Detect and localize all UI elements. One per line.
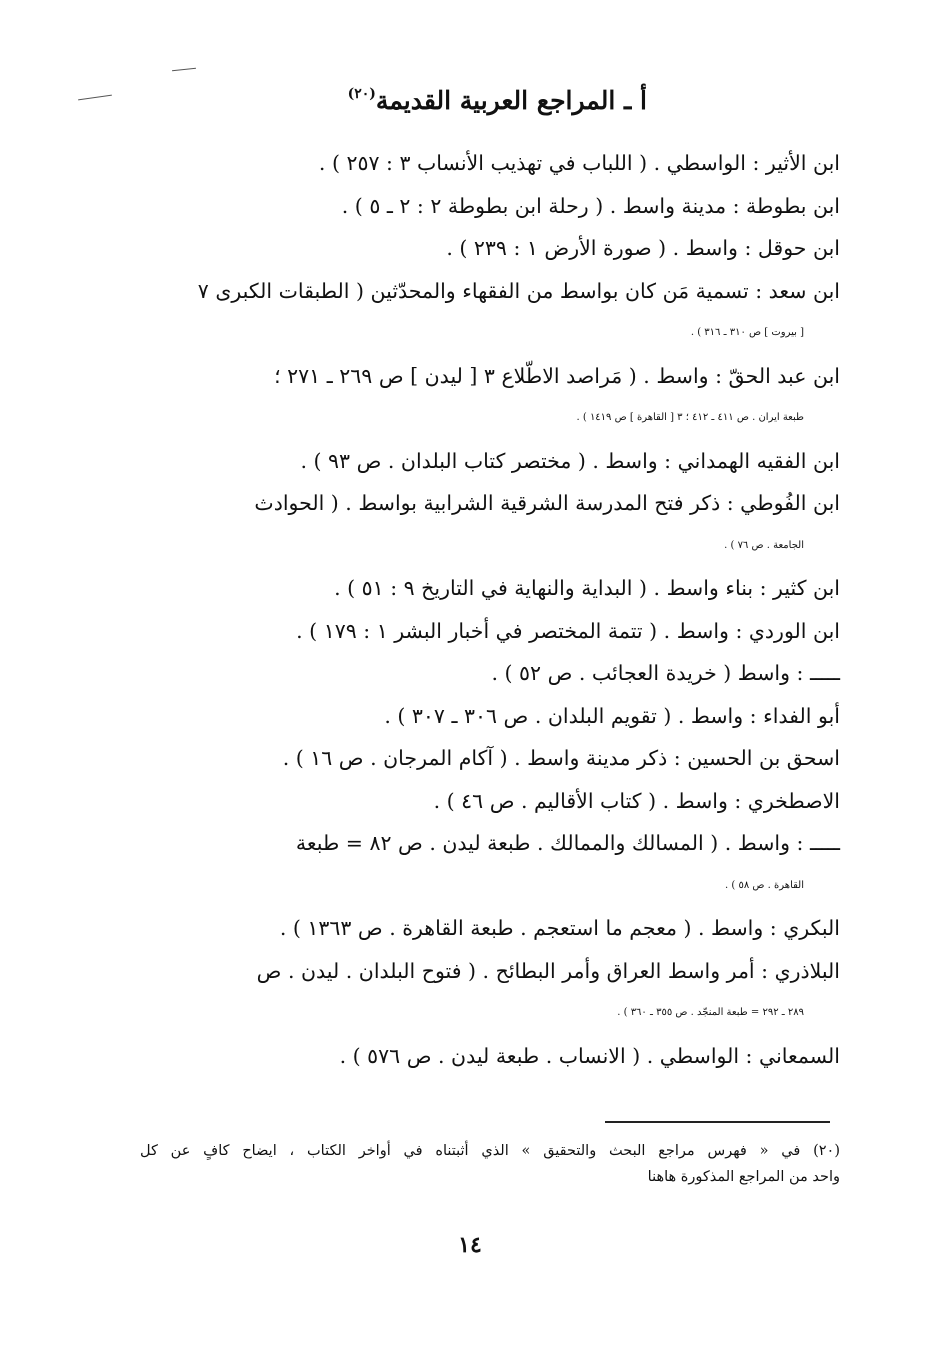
entry-line: السمعاني : الواسطي . ( الانساب . طبعة ليدن . ص ٥٧٦ ) . bbox=[339, 1043, 840, 1068]
reference-entry bbox=[140, 270, 840, 355]
entry-line: اسحق بن الحسين : ذكر مدينة واسط . ( آكام المرجان . ص ١٦ ) . bbox=[282, 746, 840, 770]
entry-line: ابن الفقيه الهمداني : واسط . ( مختصر كتاب البلدان . ص ٩٣ ) . bbox=[300, 448, 840, 473]
entry-line: ابن الفُوطي : ذكر فتح المدرسة الشرقية الشرابية بواسط . ( الحوادث bbox=[254, 491, 840, 515]
reference-entry bbox=[140, 695, 840, 738]
entry-line: ابن حوقل : واسط . ( صورة الأرض ١ : ٢٣٩ ) . bbox=[446, 236, 840, 260]
entry-line: ابن عبد الحقّ : واسط . ( مَراصد الاطّلاع ٣ [ ليدن ] ص ٢٦٩ ـ ٢٧١ ؛ bbox=[274, 363, 840, 388]
reference-entry bbox=[140, 610, 840, 653]
entry-line: ابن الأثير : الواسطي . ( اللباب في تهذيب الأنساب ٣ : ٢٥٧ ) . bbox=[318, 151, 840, 175]
entry-line: أبو الفداء : واسط . ( تقويم البلدان . ص ٣٠٦ ـ ٣٠٧ ) . bbox=[384, 703, 840, 728]
reference-entry bbox=[140, 1035, 840, 1078]
reference-entry bbox=[140, 907, 840, 950]
scan-mark bbox=[78, 95, 112, 101]
page-number: ١٤ bbox=[458, 1232, 482, 1258]
reference-entry bbox=[140, 950, 840, 1035]
reference-list bbox=[140, 142, 840, 1077]
footnote bbox=[140, 1138, 840, 1190]
entry-line: البلاذري : أمر واسط العراق وأمر البطائح . ( فتوح البلدان . ليدن . ص bbox=[256, 958, 840, 983]
reference-entry bbox=[140, 822, 840, 907]
section-heading-text: أ ـ المراجع العربية القديمة bbox=[375, 86, 647, 115]
entry-line: ابن سعد : تسمية مَن كان بواسط من الفقهاء والمحدّثين ( الطبقات الكبرى ٧ bbox=[197, 278, 840, 303]
entry-continuation: طبعة ايران . ص ٤١١ ـ ٤١٢ ؛ ٣ [ القاهرة ] ص ١٤١٩ ) . bbox=[576, 412, 804, 423]
entry-line: الاصطخري : واسط . ( كتاب الأقاليم . ص ٤٦ ) . bbox=[433, 788, 840, 813]
entry-continuation: ٢٨٩ ـ ٢٩٢ = طبعة المنجّد . ص ٣٥٥ ـ ٣٦٠ ) . bbox=[617, 1007, 804, 1018]
reference-entry bbox=[140, 780, 840, 823]
scan-mark bbox=[172, 68, 196, 72]
entry-continuation: [ بيروت ] ص ٣١٠ ـ ٣١٦ ) . bbox=[690, 327, 804, 338]
reference-entry bbox=[140, 652, 840, 695]
entry-line: ابن الوردي : واسط . ( تتمة المختصر في أخبار البشر ١ : ١٧٩ ) . bbox=[296, 618, 840, 643]
entry-continuation: القاهرة . ص ٥٨ ) . bbox=[725, 879, 804, 891]
section-heading bbox=[127, 86, 647, 115]
entry-line: ابن بطوطة : مدينة واسط . ( رحلة ابن بطوطة ٢ : ٢ ـ ٥ ) . bbox=[341, 193, 840, 218]
footnote-line: (٢٠) في « فهرس مراجع البحث والتحقيق » الذي أثبتناه في أواخر الكتاب ، ايضاح كافٍ عن كل bbox=[140, 1143, 840, 1159]
reference-entry bbox=[140, 567, 840, 610]
reference-entry bbox=[140, 142, 840, 185]
footnote-line: واحد من المراجع المذكورة هاهنا bbox=[647, 1169, 840, 1185]
reference-entry bbox=[140, 185, 840, 228]
reference-entry bbox=[140, 737, 840, 780]
entry-line: ـــــ : واسط . ( المسالك والممالك . طبعة ليدن . ص ٨٢ = طبعة bbox=[295, 831, 840, 855]
entry-line: ابن كثير : بناء واسط . ( البداية والنهاية في التاريخ ٩ : ٥١ ) . bbox=[334, 576, 840, 600]
entry-continuation: الجامعة . ص ٧٦ ) . bbox=[724, 539, 804, 551]
reference-entry bbox=[140, 355, 840, 440]
reference-entry bbox=[140, 482, 840, 567]
reference-entry bbox=[140, 440, 840, 483]
footnote-reference: (٢٠) bbox=[347, 86, 376, 102]
reference-entry bbox=[140, 227, 840, 270]
entry-line: ـــــ : واسط ( خريدة العجائب . ص ٥٢ ) . bbox=[491, 661, 840, 685]
entry-line: البكري : واسط . ( معجم ما استعجم . طبعة القاهرة . ص ١٣٦٣ ) . bbox=[279, 916, 840, 940]
footnote-separator bbox=[605, 1121, 830, 1123]
